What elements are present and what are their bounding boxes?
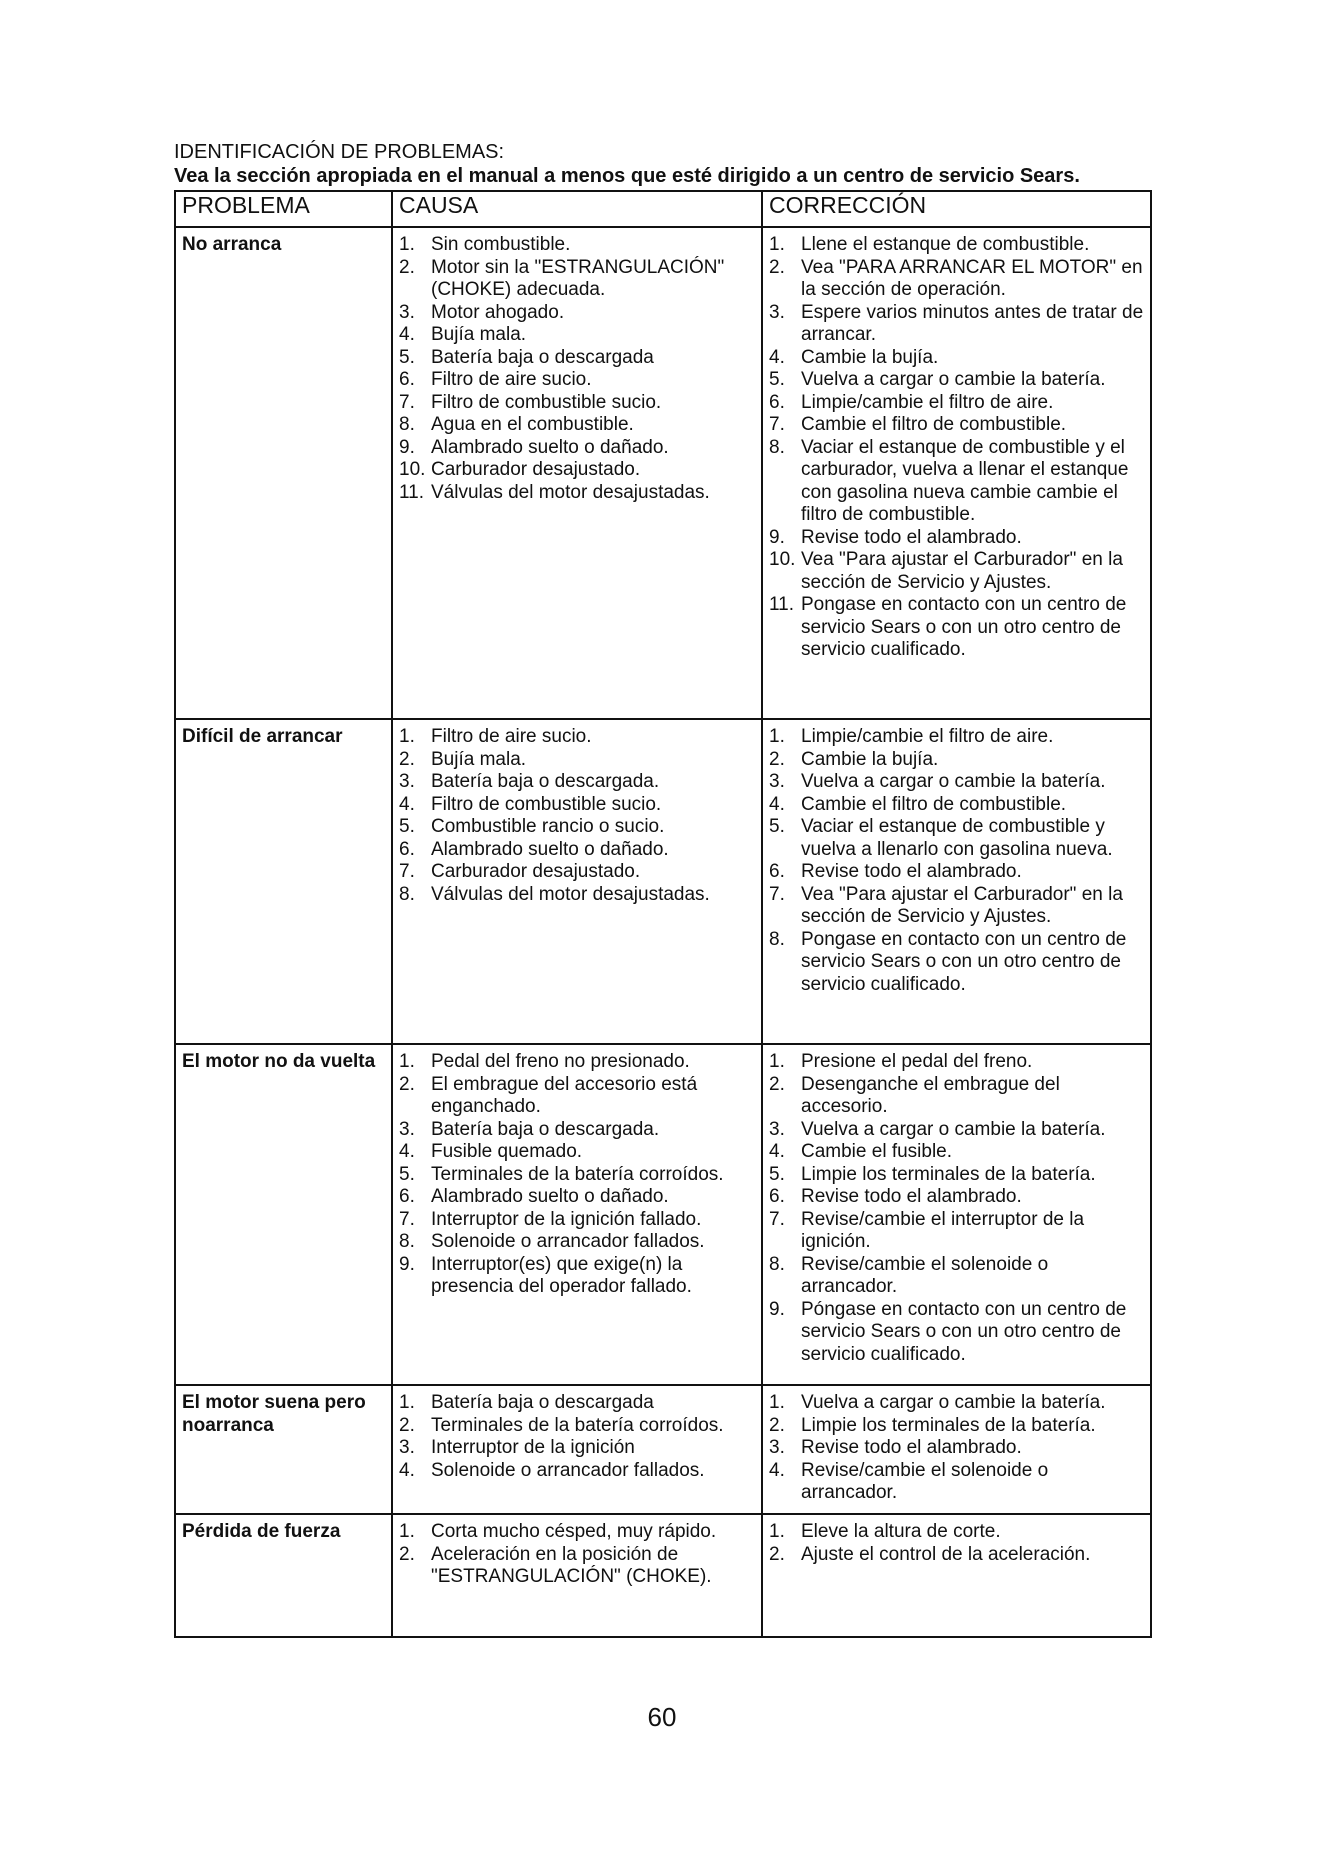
- cause-text: Filtro de aire sucio.: [431, 369, 592, 390]
- list-item: [769, 794, 1144, 817]
- item-number: 7.: [769, 414, 785, 435]
- cause-list: [399, 1051, 755, 1299]
- list-item: [399, 1544, 755, 1589]
- list-item: [769, 1119, 1144, 1142]
- correction-list: [769, 1392, 1144, 1505]
- list-item: [769, 1415, 1144, 1438]
- list-item: [769, 527, 1144, 550]
- correction-cell: [762, 227, 1151, 719]
- list-item: [399, 1254, 755, 1299]
- problem-cell: Pérdida de fuerza: [175, 1514, 392, 1637]
- correction-list: [769, 726, 1144, 996]
- cause-list: [399, 1521, 755, 1589]
- list-item: [769, 414, 1144, 437]
- correction-cell: [762, 719, 1151, 1044]
- cause-text: Batería baja o descargada.: [431, 771, 660, 792]
- list-item: [399, 324, 755, 347]
- item-number: 11.: [399, 481, 425, 503]
- item-number: 1.: [769, 234, 785, 255]
- cause-cell: [392, 1044, 762, 1385]
- problem-cell: El motor suena pero noarranca: [175, 1385, 392, 1514]
- item-number: 1.: [399, 1521, 415, 1542]
- item-number: 2.: [769, 1414, 785, 1436]
- cause-text: Filtro de aire sucio.: [431, 726, 592, 747]
- item-number: 3.: [769, 301, 785, 323]
- item-number: 10.: [399, 459, 426, 480]
- correction-text: Cambie el fusible.: [801, 1141, 953, 1162]
- correction-text: Vuelva a cargar o cambie la batería.: [801, 1392, 1106, 1413]
- cause-text: Solenoide o arrancador fallados.: [431, 1231, 705, 1252]
- page-subtitle: Vea la sección apropiada en el manual a menos que esté dirigido a un centro de servicio Sears.: [174, 165, 1080, 187]
- correction-text: Limpie/cambie el filtro de aire.: [801, 726, 1054, 747]
- list-item: [769, 726, 1144, 749]
- item-number: 5.: [399, 816, 415, 837]
- list-item: [399, 771, 755, 794]
- item-number: 4.: [769, 793, 785, 815]
- item-number: 2.: [399, 256, 415, 278]
- list-item: [399, 861, 755, 884]
- cause-text: Filtro de combustible sucio.: [431, 793, 662, 815]
- cause-list: [399, 234, 755, 504]
- list-item: [769, 861, 1144, 884]
- cause-text: Interruptor de la ignición fallado.: [431, 1208, 702, 1230]
- cause-text: Aceleración en la posición de "ESTRANGULACIÓN" (CHOKE).: [431, 1543, 712, 1587]
- item-number: 8.: [399, 883, 415, 905]
- item-number: 7.: [399, 861, 415, 882]
- list-item: [399, 482, 755, 505]
- cause-text: Corta mucho césped, muy rápido.: [431, 1521, 717, 1542]
- correction-text: Pongase en contacto con un centro de servicio Sears o con un otro centro de servicio cualificado.: [801, 928, 1127, 995]
- item-number: 6.: [399, 1186, 415, 1207]
- correction-text: Cambie la bujía.: [801, 748, 939, 770]
- item-number: 11.: [769, 594, 795, 615]
- list-item: [769, 1186, 1144, 1209]
- cause-text: Carburador desajustado.: [431, 459, 641, 480]
- table-row: [175, 1514, 1151, 1637]
- correction-text: Presione el pedal del freno.: [801, 1051, 1033, 1072]
- item-number: 5.: [399, 346, 415, 368]
- item-number: 2.: [769, 1073, 785, 1095]
- correction-text: Revise/cambie el solenoide o arrancador.: [801, 1459, 1049, 1503]
- cause-text: Solenoide o arrancador fallados.: [431, 1459, 705, 1481]
- list-item: [399, 1437, 755, 1460]
- list-item: [399, 1231, 755, 1254]
- correction-text: Vuelva a cargar o cambie la batería.: [801, 1118, 1106, 1140]
- list-item: [399, 1521, 755, 1544]
- item-number: 4.: [769, 346, 785, 368]
- correction-text: Ajuste el control de la aceleración.: [801, 1543, 1091, 1565]
- item-number: 7.: [399, 1208, 415, 1230]
- correction-cell: [762, 1514, 1151, 1637]
- list-item: [769, 234, 1144, 257]
- correction-list: [769, 1521, 1144, 1566]
- item-number: 3.: [769, 771, 785, 792]
- correction-text: Vea "Para ajustar el Carburador" en la sección de Servicio y Ajustes.: [801, 883, 1123, 927]
- item-number: 7.: [399, 391, 415, 413]
- list-item: [399, 1119, 755, 1142]
- correction-text: Limpie los terminales de la batería.: [801, 1414, 1096, 1436]
- cause-text: Pedal del freno no presionado.: [431, 1051, 690, 1072]
- item-number: 3.: [769, 1437, 785, 1458]
- item-number: 6.: [769, 1186, 785, 1207]
- item-number: 1.: [399, 1051, 415, 1072]
- cause-text: Terminales de la batería corroídos.: [431, 1163, 724, 1185]
- list-item: [769, 1254, 1144, 1299]
- item-number: 5.: [769, 816, 785, 837]
- list-item: [769, 816, 1144, 861]
- item-number: 1.: [399, 1392, 415, 1413]
- correction-text: Vaciar el estanque de combustible y el carburador, vuelva a llenar el estanque con gasolina nueva cambie cambie el filtro de combustible.: [801, 436, 1129, 525]
- correction-cell: [762, 1385, 1151, 1514]
- cause-text: Interruptor(es) que exige(n) la presencia del operador fallado.: [431, 1253, 692, 1297]
- list-item: [769, 1209, 1144, 1254]
- list-item: [769, 1521, 1144, 1544]
- list-item: [769, 929, 1144, 997]
- list-item: [399, 1460, 755, 1483]
- cause-text: Filtro de combustible sucio.: [431, 391, 662, 413]
- correction-text: Revise todo el alambrado.: [801, 1186, 1022, 1207]
- cause-text: Alambrado suelto o dañado.: [431, 436, 669, 458]
- correction-text: Eleve la altura de corte.: [801, 1521, 1001, 1542]
- item-number: 1.: [769, 1392, 785, 1413]
- page-number: 60: [647, 1702, 677, 1732]
- item-number: 3.: [769, 1118, 785, 1140]
- list-item: [399, 1186, 755, 1209]
- list-item: [769, 549, 1144, 594]
- cause-text: Bujía mala.: [431, 324, 527, 345]
- troubleshooting-table: [174, 190, 1152, 1638]
- item-number: 1.: [399, 234, 415, 255]
- list-item: [399, 1415, 755, 1438]
- list-item: [769, 1392, 1144, 1415]
- list-item: [399, 1051, 755, 1074]
- item-number: 3.: [399, 1437, 415, 1458]
- list-item: [399, 1074, 755, 1119]
- cause-text: Alambrado suelto o dañado.: [431, 838, 669, 860]
- list-item: [769, 347, 1144, 370]
- list-item: [769, 1051, 1144, 1074]
- item-number: 4.: [399, 793, 415, 815]
- list-item: [399, 257, 755, 302]
- list-item: [769, 437, 1144, 527]
- correction-text: Revise/cambie el solenoide o arrancador.: [801, 1253, 1049, 1297]
- correction-text: Cambie el filtro de combustible.: [801, 414, 1067, 435]
- cause-text: Válvulas del motor desajustadas.: [431, 883, 710, 905]
- table-body: [175, 227, 1151, 1637]
- cause-text: Terminales de la batería corroídos.: [431, 1414, 724, 1436]
- item-number: 10.: [769, 549, 796, 570]
- item-number: 2.: [769, 1543, 785, 1565]
- item-number: 2.: [399, 1073, 415, 1095]
- cause-text: Fusible quemado.: [431, 1141, 583, 1162]
- list-item: [769, 257, 1144, 302]
- list-item: [399, 794, 755, 817]
- list-item: [769, 1460, 1144, 1505]
- item-number: 4.: [769, 1459, 785, 1481]
- item-number: 9.: [769, 1298, 785, 1320]
- cause-list: [399, 1392, 755, 1482]
- item-number: 4.: [399, 1459, 415, 1481]
- item-number: 6.: [399, 838, 415, 860]
- correction-list: [769, 234, 1144, 662]
- cause-cell: [392, 719, 762, 1044]
- correction-text: Revise todo el alambrado.: [801, 526, 1022, 548]
- table-row: [175, 719, 1151, 1044]
- correction-cell: [762, 1044, 1151, 1385]
- cause-text: Batería baja o descargada: [431, 346, 654, 368]
- list-item: [769, 392, 1144, 415]
- item-number: 8.: [769, 1253, 785, 1275]
- list-item: [769, 1164, 1144, 1187]
- correction-text: Pongase en contacto con un centro de servicio Sears o con un otro centro de servicio cualificado.: [801, 594, 1127, 660]
- table-row: [175, 227, 1151, 719]
- list-item: [399, 302, 755, 325]
- item-number: 9.: [399, 1253, 415, 1275]
- item-number: 8.: [769, 436, 785, 458]
- list-item: [399, 1164, 755, 1187]
- column-header-problem: PROBLEMA: [175, 191, 392, 227]
- list-item: [399, 369, 755, 392]
- table-row: [175, 1385, 1151, 1514]
- list-item: [399, 414, 755, 437]
- cause-cell: [392, 1385, 762, 1514]
- table-header-row: [175, 191, 1151, 227]
- cause-text: Batería baja o descargada: [431, 1392, 654, 1413]
- item-number: 3.: [399, 301, 415, 323]
- list-item: [769, 369, 1144, 392]
- cause-text: El embrague del accesorio está enganchado.: [431, 1073, 698, 1117]
- list-item: [399, 437, 755, 460]
- item-number: 6.: [769, 861, 785, 882]
- item-number: 4.: [769, 1141, 785, 1162]
- cause-text: Batería baja o descargada.: [431, 1118, 660, 1140]
- cause-cell: [392, 1514, 762, 1637]
- cause-cell: [392, 227, 762, 719]
- problem-cell: Difícil de arrancar: [175, 719, 392, 1044]
- item-number: 7.: [769, 883, 785, 905]
- item-number: 3.: [399, 1118, 415, 1140]
- list-item: [399, 884, 755, 907]
- list-item: [769, 749, 1144, 772]
- table-row: [175, 1044, 1151, 1385]
- correction-text: Espere varios minutos antes de tratar de arrancar.: [801, 301, 1144, 345]
- correction-text: Desenganche el embrague del accesorio.: [801, 1073, 1060, 1117]
- cause-text: Alambrado suelto o dañado.: [431, 1186, 669, 1207]
- item-number: 1.: [769, 1521, 785, 1542]
- cause-text: Sin combustible.: [431, 234, 571, 255]
- list-item: [399, 749, 755, 772]
- list-item: [399, 816, 755, 839]
- cause-text: Combustible rancio o sucio.: [431, 816, 665, 837]
- cause-text: Motor sin la "ESTRANGULACIÓN" (CHOKE) adecuada.: [431, 256, 725, 300]
- correction-text: Limpie/cambie el filtro de aire.: [801, 391, 1054, 413]
- item-number: 4.: [399, 324, 415, 345]
- cause-text: Interruptor de la ignición: [431, 1437, 635, 1458]
- page-title: IDENTIFICACIÓN DE PROBLEMAS:: [174, 141, 505, 163]
- list-item: [769, 1299, 1144, 1367]
- correction-text: Cambie el filtro de combustible.: [801, 793, 1067, 815]
- item-number: 1.: [769, 726, 785, 747]
- list-item: [399, 392, 755, 415]
- cause-list: [399, 726, 755, 906]
- item-number: 3.: [399, 771, 415, 792]
- correction-text: Vea "PARA ARRANCAR EL MOTOR" en la sección de operación.: [801, 256, 1143, 300]
- correction-text: Revise/cambie el interruptor de la ignición.: [801, 1208, 1085, 1252]
- item-number: 7.: [769, 1208, 785, 1230]
- item-number: 8.: [399, 414, 415, 435]
- correction-text: Póngase en contacto con un centro de servicio Sears o con un otro centro de servicio cualificado.: [801, 1298, 1127, 1365]
- list-item: [399, 1392, 755, 1415]
- list-item: [399, 347, 755, 370]
- column-header-correction: CORRECCIÓN: [762, 191, 1151, 227]
- correction-text: Vea "Para ajustar el Carburador" en la sección de Servicio y Ajustes.: [801, 549, 1123, 593]
- list-item: [769, 1437, 1144, 1460]
- item-number: 5.: [769, 1163, 785, 1185]
- problem-cell: No arranca: [175, 227, 392, 719]
- correction-text: Revise todo el alambrado.: [801, 861, 1022, 882]
- list-item: [769, 594, 1144, 662]
- list-item: [769, 302, 1144, 347]
- correction-text: Llene el estanque de combustible.: [801, 234, 1090, 255]
- correction-text: Revise todo el alambrado.: [801, 1437, 1022, 1458]
- item-number: 2.: [769, 256, 785, 278]
- item-number: 2.: [399, 1543, 415, 1565]
- list-item: [769, 1544, 1144, 1567]
- correction-list: [769, 1051, 1144, 1366]
- document-page: [174, 140, 1150, 1638]
- item-number: 9.: [769, 526, 785, 548]
- item-number: 1.: [769, 1051, 785, 1072]
- item-number: 6.: [769, 391, 785, 413]
- list-item: [399, 839, 755, 862]
- list-item: [769, 884, 1144, 929]
- list-item: [769, 1074, 1144, 1119]
- cause-text: Motor ahogado.: [431, 301, 565, 323]
- item-number: 8.: [399, 1231, 415, 1252]
- list-item: [399, 1141, 755, 1164]
- cause-text: Agua en el combustible.: [431, 414, 634, 435]
- correction-text: Limpie los terminales de la batería.: [801, 1163, 1096, 1185]
- correction-text: Vaciar el estanque de combustible y vuelva a llenarlo con gasolina nueva.: [801, 816, 1113, 860]
- list-item: [769, 771, 1144, 794]
- list-item: [769, 1141, 1144, 1164]
- cause-text: Bujía mala.: [431, 748, 527, 770]
- correction-text: Cambie la bujía.: [801, 346, 939, 368]
- item-number: 5.: [769, 369, 785, 390]
- item-number: 2.: [769, 748, 785, 770]
- list-item: [399, 726, 755, 749]
- item-number: 9.: [399, 436, 415, 458]
- item-number: 4.: [399, 1141, 415, 1162]
- item-number: 6.: [399, 369, 415, 390]
- correction-text: Vuelva a cargar o cambie la batería.: [801, 369, 1106, 390]
- list-item: [399, 459, 755, 482]
- item-number: 1.: [399, 726, 415, 747]
- item-number: 8.: [769, 928, 785, 950]
- item-number: 2.: [399, 748, 415, 770]
- column-header-cause: CAUSA: [392, 191, 762, 227]
- correction-text: Vuelva a cargar o cambie la batería.: [801, 771, 1106, 792]
- item-number: 5.: [399, 1163, 415, 1185]
- cause-text: Válvulas del motor desajustadas.: [431, 481, 710, 503]
- item-number: 2.: [399, 1414, 415, 1436]
- problem-cell: El motor no da vuelta: [175, 1044, 392, 1385]
- cause-text: Carburador desajustado.: [431, 861, 641, 882]
- list-item: [399, 234, 755, 257]
- list-item: [399, 1209, 755, 1232]
